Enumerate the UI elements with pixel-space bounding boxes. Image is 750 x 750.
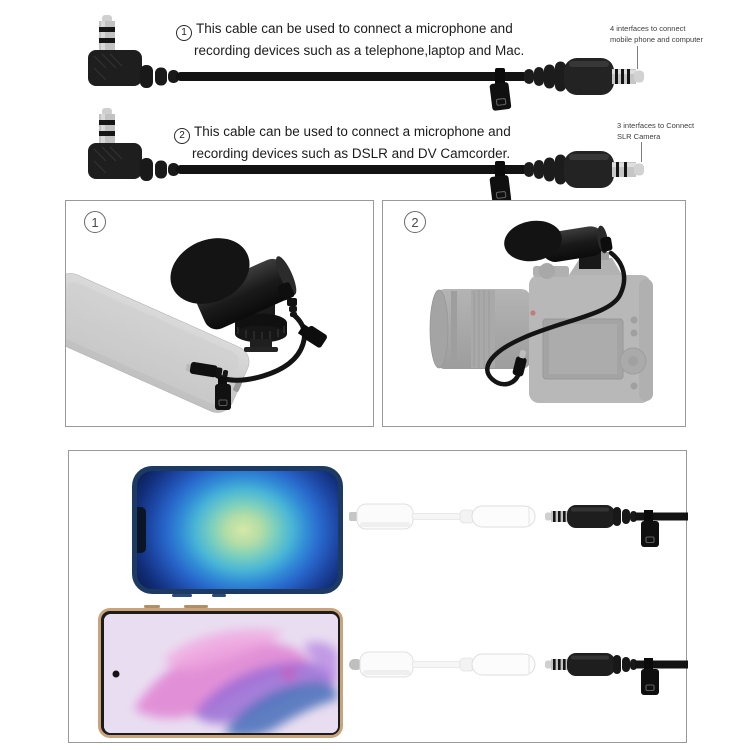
straight-plug-3pole [524,151,644,188]
aux-plug-and-cable [545,653,688,695]
faded-dslr-image [430,252,653,403]
lightning-adapter-row-image [349,481,688,556]
iphone-screen-wallpaper [137,471,338,589]
galaxy-bezel [101,611,340,735]
iphone-button [172,594,192,597]
cable-wire [176,165,528,174]
usage-panel-dslr [382,200,686,427]
aux-plug-and-cable [545,505,688,547]
iphone-button [212,594,226,597]
mic-on-camera-image [383,201,684,425]
usbc-to-aux-adapter [349,652,535,677]
cable-wire [176,72,528,81]
galaxy-phone-image [98,608,343,738]
cable-2-connector-annotation: 3 interfaces to Connect SLR Camera [617,121,695,141]
panel-1-badge: 1 [84,211,106,233]
step-2-badge: 2 [174,128,190,144]
usage-panel-smartphone [65,200,374,427]
galaxy-wallpaper-art [104,614,338,733]
cable-1-connector-annotation: 4 interfaces to connect mobile phone and computer [610,24,703,44]
cable-2-description [174,122,511,164]
iphone-notch [137,507,146,553]
lightning-to-aux-adapter [349,504,535,529]
cable-1-description-line2: recording devices such as a telephone,laptop and Mac. [194,43,525,58]
galaxy-button [184,605,208,609]
step-1-badge: 1 [176,25,192,41]
right-angle-plug [88,15,179,88]
galaxy-button [144,605,160,609]
punch-hole-camera [112,670,119,677]
iphone-image [132,466,343,594]
cable-1-description [176,19,524,61]
annotation-pointer-line [637,46,638,69]
cable-2-description-line1: This cable can be used to connect a microphone and [194,124,511,139]
mic-on-phone-image [66,201,372,425]
cable-2-description-line2: recording devices such as DSLR and DV Camcorder. [192,146,511,161]
usbc-adapter-row-image [349,629,688,704]
annotation-pointer-line [641,142,642,162]
adapter-connection-panel [68,450,687,743]
cable-1-description-line1: This cable can be used to connect a microphone and [196,21,513,36]
right-angle-plug [88,108,179,181]
galaxy-screen-wallpaper [104,614,338,733]
panel-2-badge: 2 [404,211,426,233]
straight-plug-4pole [524,58,644,95]
